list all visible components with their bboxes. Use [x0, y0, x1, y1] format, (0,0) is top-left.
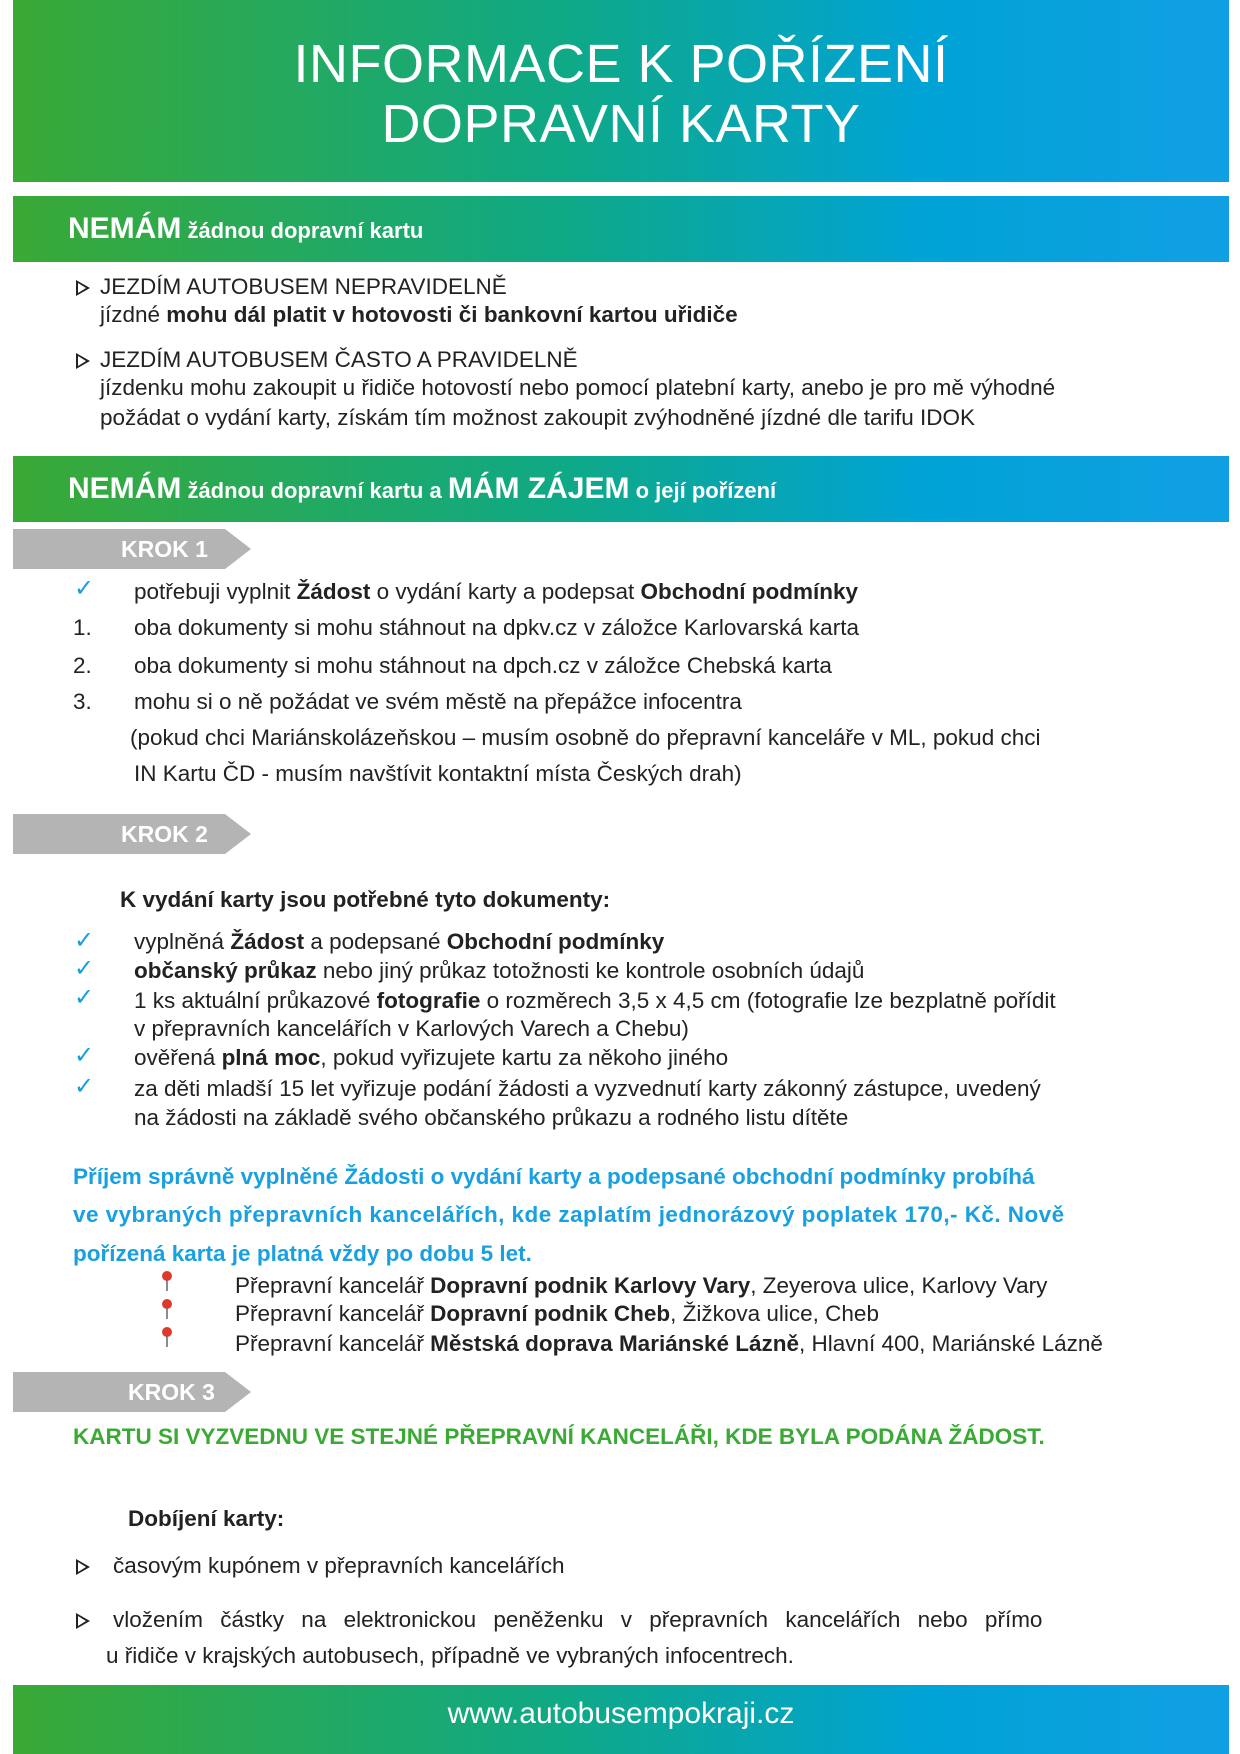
text-bold: Žádost [296, 579, 371, 604]
text-bold: občanský průkaz [134, 958, 317, 983]
text-segment: , Hlavní 400, Mariánské Lázně [799, 1331, 1103, 1356]
text-bold: mohu dál platit v hotovosti či bankovní kartou uřidiče [166, 302, 738, 327]
step1-item-1: oba dokumenty si mohu stáhnout na dpkv.cz v záložce Karlovarská karta [134, 615, 859, 640]
step-label-text: KROK 2 [121, 821, 208, 847]
topup-heading: Dobíjení karty: [128, 1506, 285, 1531]
checkmark-icon: ✓ [74, 1042, 95, 1069]
triangle-bullet-icon [76, 280, 90, 296]
office-3 [235, 1330, 1103, 1358]
step1-item-2: oba dokumenty si mohu stáhnout na dpch.cz v záložce Chebská karta [134, 653, 832, 678]
step1-item-3: mohu si o ně požádat ve svém městě na přepážce infocentra [134, 689, 742, 714]
step-label-text: KROK 3 [128, 1379, 215, 1405]
topup-item-2-cont: u řidiče v krajských autobusech, případně ve vybraných infocentrech. [106, 1643, 794, 1668]
header-banner [13, 0, 1229, 182]
section-title-small: žádnou dopravní kartu a [181, 478, 448, 503]
doc-item-3-cont: v přepravních kancelářích v Karlových Varech a Chebu) [134, 1016, 689, 1041]
info-line-3: pořízená karta je platná vždy po dobu 5 let. [73, 1241, 532, 1266]
footer-banner [13, 1685, 1229, 1754]
list-number: 2. [73, 653, 92, 678]
list-number: 1. [73, 615, 92, 640]
section-title-big: NEMÁM [68, 472, 182, 505]
section-no-card-banner [13, 196, 1229, 262]
title-line-1: INFORMACE K POŘÍZENÍ [293, 34, 949, 94]
doc-item-3 [134, 987, 1056, 1015]
doc-item-1 [134, 928, 664, 956]
text-segment: o rozměrech 3,5 x 4,5 cm (fotografie lze bezplatně pořídit [480, 988, 1056, 1013]
text-segment: o vydání karty a podepsat [370, 579, 641, 604]
regular-rider-text-1: jízdenku mohu zakoupit u řidiče hotovostí nebo pomocí platební karty, anebo je pro mě výhodné [100, 375, 1056, 400]
section-title-big: MÁM ZÁJEM [447, 472, 630, 505]
pin-icon [161, 1270, 173, 1292]
checkmark-icon: ✓ [74, 1073, 95, 1100]
topup-item-1: časovým kupónem v přepravních kancelářích [113, 1553, 565, 1578]
step-1-label [13, 529, 251, 569]
step-2-label [13, 814, 251, 854]
info-line-2: ve vybraných přepravních kancelářích, kde zaplatím jednorázový poplatek 170,- Kč. Nově [73, 1202, 1065, 1227]
section-interest-banner [13, 456, 1229, 522]
info-line-1: Příjem správně vyplněné Žádosti o vydání karty a podepsané obchodní podmínky probíhá [73, 1164, 1035, 1189]
text-segment: , pokud vyřizujete kartu za někoho jiného [320, 1045, 729, 1070]
step1-note-2: IN Kartu ČD - musím navštívit kontaktní místa Českých drah) [134, 761, 742, 786]
regular-rider-text-2: požádat o vydání karty, získám tím možnost zakoupit zvýhodněné jízdné dle tarifu IDOK [100, 405, 976, 430]
section-title-big: NEMÁM [68, 212, 182, 245]
pin-icon [161, 1326, 173, 1348]
text-segment: potřebuji vyplnit [134, 579, 297, 604]
doc-item-5-cont: na žádosti na základě svého občanského průkazu a rodného listu dítěte [134, 1105, 849, 1130]
text-bold: Dopravní podnik Cheb [430, 1301, 671, 1326]
irregular-rider-text [100, 301, 738, 329]
checkmark-icon: ✓ [74, 927, 95, 954]
checkmark-icon: ✓ [74, 955, 95, 982]
title-line-2: DOPRAVNÍ KARTY [381, 94, 861, 154]
section-title-small: o její pořízení [629, 478, 777, 503]
text-segment: vyplněná [134, 929, 231, 954]
step-3-label [13, 1372, 251, 1412]
text-bold: Žádost [230, 929, 305, 954]
text-segment: , Žižkova ulice, Cheb [670, 1301, 879, 1326]
topup-item-2: vložením částky na elektronickou peněženku v přepravních kancelářích nebo přímo [113, 1607, 1043, 1632]
text-segment: Přepravní kancelář [235, 1273, 431, 1298]
text-segment: Přepravní kancelář [235, 1331, 431, 1356]
text-bold: Dopravní podnik Karlovy Vary [430, 1273, 751, 1298]
text-segment: nebo jiný průkaz totožnosti ke kontrole osobních údajů [316, 958, 865, 983]
triangle-bullet-icon [76, 1613, 90, 1629]
text-bold: plná moc [221, 1045, 321, 1070]
doc-item-5: za děti mladší 15 let vyřizuje podání žádosti a vyzvednutí karty zákonný zástupce, uvedený [134, 1076, 1041, 1101]
list-number: 3. [73, 689, 92, 714]
text-segment: ověřená [134, 1045, 222, 1070]
text-bold: Městská doprava Mariánské Lázně [430, 1331, 800, 1356]
checkmark-icon: ✓ [74, 984, 95, 1011]
pin-icon [161, 1298, 173, 1320]
website-link[interactable]: www.autobusempokraji.cz [447, 1697, 795, 1730]
page-title [13, 34, 1229, 154]
step1-check-line [134, 578, 858, 606]
regular-rider-heading: JEZDÍM AUTOBUSEM ČASTO A PRAVIDELNĚ [100, 347, 578, 372]
checkmark-icon: ✓ [74, 575, 95, 602]
text-segment: a podepsané [304, 929, 447, 954]
text-bold: Obchodní podmínky [640, 579, 859, 604]
step1-note-1: (pokud chci Mariánskolázeňskou – musím osobně do přepravní kanceláře v ML, pokud chci [130, 725, 1041, 750]
step-label-text: KROK 1 [121, 536, 208, 562]
text-bold: fotografie [376, 988, 481, 1013]
doc-item-2 [134, 957, 864, 985]
office-1 [235, 1272, 1047, 1300]
office-2 [235, 1300, 879, 1328]
documents-heading: K vydání karty jsou potřebné tyto dokumenty: [120, 887, 611, 912]
pickup-text: KARTU SI VYZVEDNU VE STEJNÉ PŘEPRAVNÍ KANCELÁŘI, KDE BYLA PODÁNA ŽÁDOST. [73, 1424, 1045, 1449]
text-segment: jízdné [100, 302, 167, 327]
section-title-small: žádnou dopravní kartu [181, 218, 424, 243]
text-segment: Přepravní kancelář [235, 1301, 431, 1326]
triangle-bullet-icon [76, 353, 90, 369]
text-bold: Obchodní podmínky [446, 929, 665, 954]
text-segment: , Zeyerova ulice, Karlovy Vary [750, 1273, 1048, 1298]
irregular-rider-heading: JEZDÍM AUTOBUSEM NEPRAVIDELNĚ [100, 274, 507, 299]
triangle-bullet-icon [76, 1559, 90, 1575]
doc-item-4 [134, 1044, 728, 1072]
text-segment: 1 ks aktuální průkazové [134, 988, 377, 1013]
